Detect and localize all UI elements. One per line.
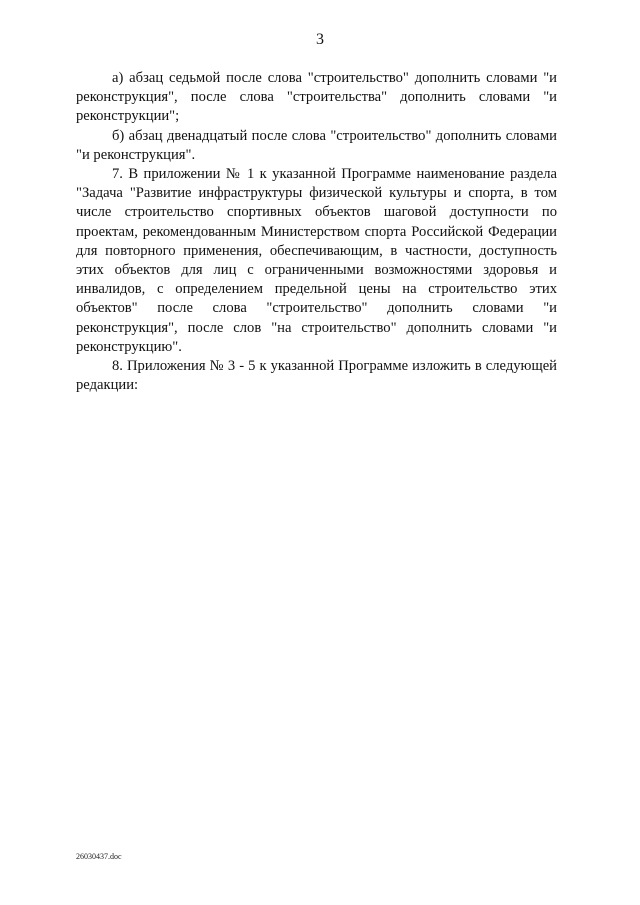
paragraph-a: а) абзац седьмой после слова "строительство" дополнить словами "и реконструкция", после слова "строительства" дополнить словами "и реконструкции"; [76, 70, 557, 125]
paragraph-b: б) абзац двенадцатый после слова "строительство" дополнить словами "и реконструкция". [76, 127, 557, 163]
footer-filename: 26030437.doc [76, 852, 122, 861]
paragraph-7: 7. В приложении № 1 к указанной Программе наименование раздела "Задача "Развитие инфраструктуры физической культуры и спорта, в том числе строительство спортивных объектов шаговой доступности по проектам, рекомендованным Министерством спорта Российской Федерации для повторного применения, обеспечивающим, в частности, доступность этих объектов для лиц с ограниченными возможностями здоровья и инвалидов, с определением предельной цены на строительство этих объектов" после слова "строительство" дополнить словами "и реконструкция", после слов "на строительство" дополнить словами "и реконструкцию". [76, 166, 557, 355]
paragraph-8: 8. Приложения № 3 - 5 к указанной Программе изложить в следующей редакции: [76, 358, 557, 394]
document-body [76, 69, 557, 395]
page-number: 3 [316, 31, 324, 48]
